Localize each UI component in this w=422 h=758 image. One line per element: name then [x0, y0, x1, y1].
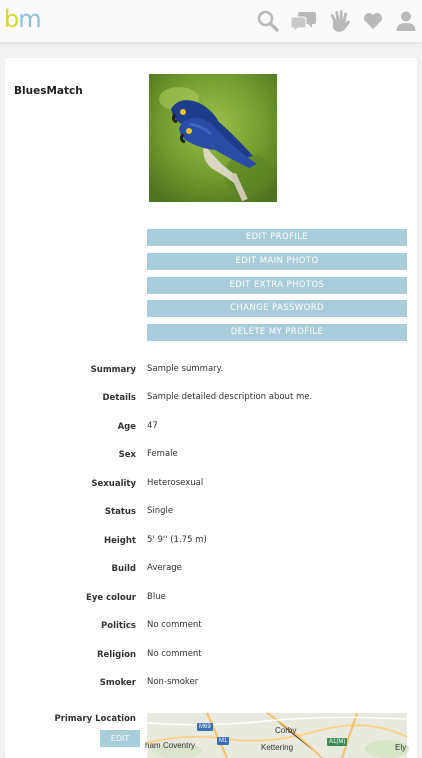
height-value: 5' 9'' (1.75 m) [147, 535, 207, 545]
eye-colour-label: Eye colour [86, 593, 136, 603]
primary-location-label: Primary Location [54, 714, 136, 724]
politics-label: Politics [101, 621, 136, 631]
sexuality-label: Sexuality [91, 479, 136, 489]
heart-icon[interactable] [362, 9, 386, 33]
build-label: Build [111, 564, 136, 574]
map-place-kettering: Kettering [261, 743, 294, 752]
user-icon[interactable] [394, 9, 418, 33]
age-label: Age [117, 422, 136, 432]
smoker-value: Non-smoker [147, 677, 199, 687]
height-label: Height [104, 536, 136, 546]
map-place-coventry: Coventry [163, 741, 196, 750]
smoker-label: Smoker [99, 678, 136, 688]
build-value: Average [147, 563, 182, 573]
logo-letter-m: m [18, 5, 41, 33]
map-road-a1m: A1(M) [329, 739, 346, 745]
top-navigation-bar [0, 0, 422, 43]
map-road-m69: M69 [199, 724, 211, 730]
edit-location-button[interactable]: EDIT [100, 730, 140, 747]
parrot-photo [149, 74, 277, 202]
wave-icon[interactable] [328, 9, 352, 33]
delete-profile-button[interactable]: DELETE MY PROFILE [147, 324, 407, 341]
sexuality-value: Heterosexual [147, 478, 204, 488]
summary-value: Sample summary. [147, 364, 224, 374]
summary-label: Summary [90, 365, 136, 375]
map-road-m1: M1 [219, 738, 228, 744]
app-logo[interactable] [4, 4, 41, 34]
edit-profile-button[interactable]: EDIT PROFILE [147, 229, 407, 246]
map-place-corby: Corby [275, 726, 297, 735]
map-place-ham: ham [145, 741, 161, 750]
search-icon[interactable] [256, 9, 280, 33]
religion-value: No comment [147, 649, 202, 659]
religion-label: Religion [96, 650, 136, 660]
map-place-ely: Ely [395, 743, 407, 752]
profile-card [5, 58, 417, 758]
location-map[interactable] [147, 713, 407, 758]
profile-avatar [149, 74, 277, 202]
eye-colour-value: Blue [147, 592, 166, 602]
details-label: Details [102, 393, 136, 403]
status-value: Single [147, 506, 174, 516]
change-password-button[interactable]: CHANGE PASSWORD [147, 300, 407, 317]
details-value: Sample detailed description about me. [147, 392, 313, 402]
politics-value: No comment [147, 620, 202, 630]
edit-extra-photos-button[interactable]: EDIT EXTRA PHOTOS [147, 277, 407, 294]
sex-label: Sex [118, 450, 136, 460]
sex-value: Female [147, 449, 178, 459]
profile-username: BluesMatch [14, 85, 83, 97]
logo-letter-b: b [4, 5, 19, 33]
status-label: Status [104, 507, 136, 517]
age-value: 47 [147, 421, 158, 431]
edit-main-photo-button[interactable]: EDIT MAIN PHOTO [147, 253, 407, 270]
messages-icon[interactable] [291, 9, 315, 33]
